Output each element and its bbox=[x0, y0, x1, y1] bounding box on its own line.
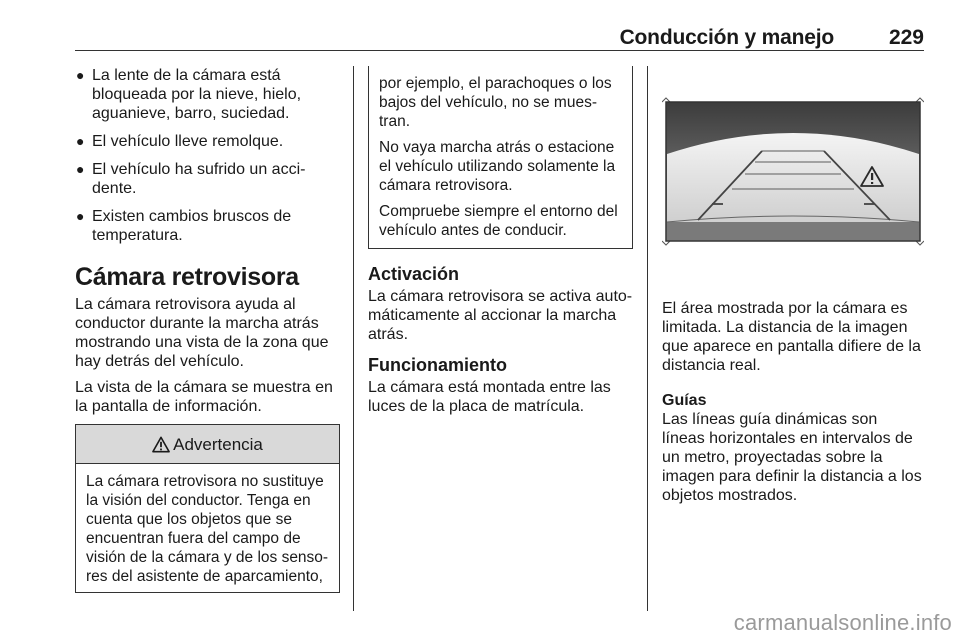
warning-text-check: Compruebe siempre el entorno del vehículo antes de conducir. bbox=[379, 203, 618, 239]
operation-heading: Funcionamiento bbox=[368, 355, 507, 375]
page-number: 229 bbox=[888, 26, 924, 49]
bullet-icon: ● bbox=[76, 133, 85, 149]
column-divider bbox=[647, 66, 648, 611]
list-item: ● El vehículo ha sufrido un acci-dente. bbox=[76, 161, 306, 197]
column-3 bbox=[662, 66, 924, 512]
operation-paragraph: La cámara está montada entre las luces de la placa de matrícula. bbox=[368, 379, 611, 415]
warning-header bbox=[76, 424, 339, 464]
bullet-icon: ● bbox=[76, 161, 85, 177]
warning-triangle-icon bbox=[152, 436, 170, 453]
guides-heading: Guías bbox=[662, 392, 707, 409]
bullet-icon: ● bbox=[76, 208, 85, 224]
conditions-list bbox=[75, 66, 340, 245]
activation-paragraph: La cámara retrovisora se activa auto-máticamente al accionar la marcha atrás. bbox=[368, 288, 633, 343]
list-item: ● La lente de la cámara está bloqueada por la nieve, hielo, aguanieve, barro, suciedad. bbox=[76, 67, 302, 122]
column-divider bbox=[353, 66, 354, 611]
page-header bbox=[75, 0, 924, 51]
rear-camera-display-illustration bbox=[662, 94, 924, 249]
guides-paragraph: Las líneas guía dinámicas son líneas horizontales en intervalos de un metro, proyectadas sobre la imagen para definir la distancia a los objetos mostrados. bbox=[662, 411, 922, 504]
warning-title: Advertencia bbox=[173, 434, 263, 454]
warning-text: La cámara retrovisora no sustituye la visión del conductor. Tenga en cuenta que los objetos que se encuentran fuera del campo de visión de la cámara y de los senso-res del asistente de aparcamiento, bbox=[86, 473, 329, 585]
warning-box bbox=[75, 424, 340, 593]
warning-box-continued bbox=[368, 66, 633, 249]
warning-text-continued: por ejemplo, el parachoques o los bajos del vehículo, no se mues-tran. bbox=[379, 75, 612, 130]
display-limits-paragraph: El área mostrada por la cámara es limitada. La distancia de la imagen que aparece en pantalla difiere de la distancia real. bbox=[662, 300, 921, 374]
warning-text-reverse: No vaya marcha atrás o estacione el vehículo utilizando solamente la cámara retrovisora. bbox=[379, 139, 616, 194]
column-1 bbox=[75, 66, 340, 593]
section-title: Conducción y manejo bbox=[619, 26, 834, 49]
section-heading: Cámara retrovisora bbox=[75, 263, 299, 291]
watermark: carmanualsonline.info bbox=[733, 610, 952, 635]
list-item: ● Existen cambios bruscos de temperatura. bbox=[76, 208, 292, 244]
display-paragraph: La vista de la cámara se muestra en la pantalla de información. bbox=[75, 379, 333, 415]
activation-heading: Activación bbox=[368, 264, 460, 284]
list-item: ● El vehículo lleve remolque. bbox=[76, 133, 284, 150]
intro-paragraph: La cámara retrovisora ayuda al conductor durante la marcha atrás mostrando una vista de la zona que hay detrás del vehículo. bbox=[75, 296, 329, 370]
bullet-icon: ● bbox=[76, 67, 85, 83]
column-2 bbox=[368, 66, 633, 423]
